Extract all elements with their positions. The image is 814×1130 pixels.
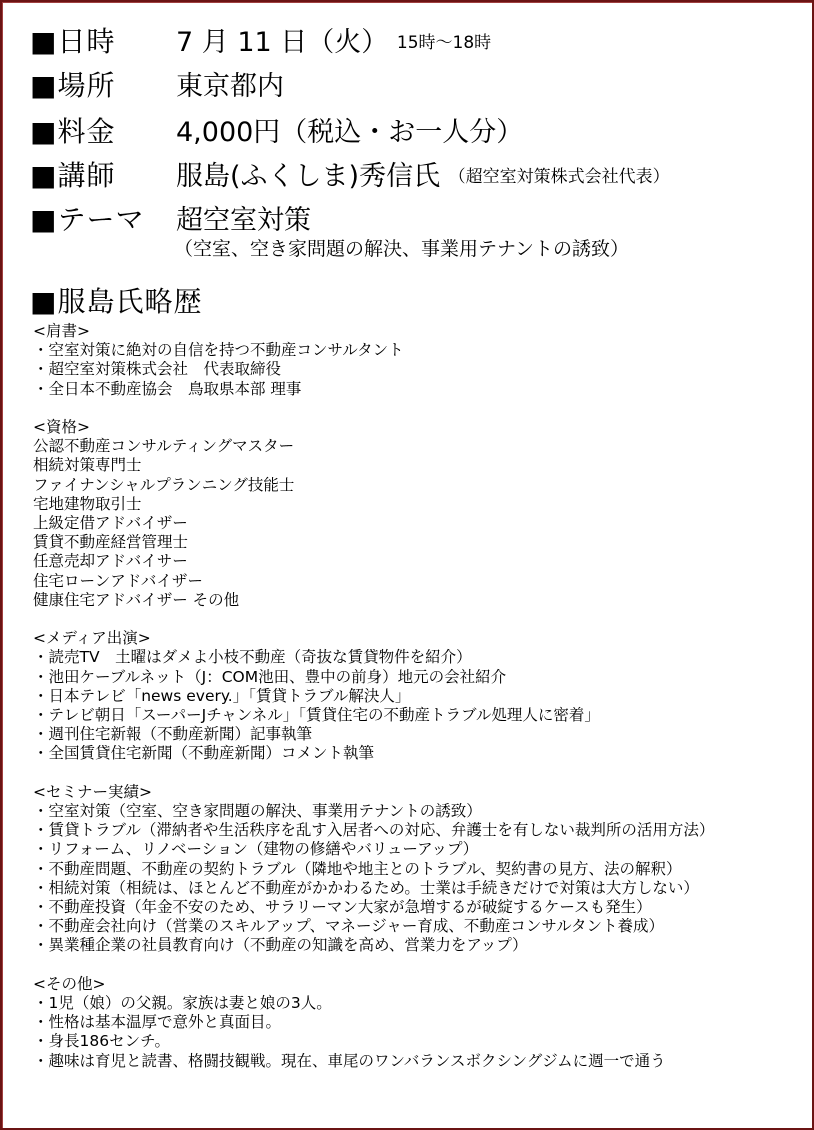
theme-subtitle: （空室、空き家問題の解決、事業用テナントの誘致） [174, 238, 630, 260]
fee-row [30, 110, 524, 150]
list-item: ・賃貸トラブル（滞納者や生活秩序を乱す入居者への対応、弁護士を有しない裁判所の活用方法） [33, 821, 715, 840]
list-item: ・日本テレビ「news every.」「賃貸トラブル解決人」 [33, 686, 411, 705]
list-item: 健康住宅アドバイザー その他 [33, 590, 240, 609]
list-item: 住宅ローンアドバイザー [33, 571, 203, 590]
profile-body [33, 322, 813, 1090]
lecturer-row [30, 154, 670, 194]
list-item: ・読売TV 土曜はダメよ小枝不動産（奇抜な賃貸物件を紹介） [33, 648, 472, 667]
lecturer-value: 服島(ふくしま)秀信氏 [176, 161, 441, 192]
place-value: 東京都内 [176, 71, 284, 102]
list-item: ・性格は基本温厚で意外と真面目。 [33, 1013, 282, 1032]
place-label: ■場所 [30, 69, 116, 102]
date-value: 7 月 11 日（火） [176, 27, 389, 58]
theme-row [30, 198, 311, 238]
lecturer-label: ■講師 [30, 159, 116, 192]
list-item: 公認不動産コンサルティングマスター [33, 437, 295, 456]
list-item: ・趣味は育児と読書、格闘技観戦。現在、車尾のワンバランスボクシングジムに週一で通う [33, 1051, 666, 1070]
list-item: ・全日本不動産協会 鳥取県本部 理事 [33, 379, 302, 398]
history-label: ■服島氏略歴 [30, 285, 203, 318]
list-item: ・全国賃貸住宅新聞（不動産新聞）コメント執筆 [33, 744, 375, 763]
list-item: ・テレビ朝日「スーパーJチャンネル」「賃貸住宅の不動産トラブル処理人に密着」 [33, 706, 600, 725]
list-item: ・空室対策（空室、空き家問題の解決、事業用テナントの誘致） [33, 802, 482, 821]
lecturer-note: （超空室対策株式会社代表） [448, 167, 670, 187]
list-item: ファイナンシャルプランニング技能士 [33, 475, 295, 494]
date-value-wrap [176, 20, 491, 59]
section-seminars [33, 783, 813, 956]
fee-value: 4,000円（税込・お一人分） [176, 117, 524, 148]
list-item: ・不動産投資（年金不安のため、サラリーマン大家が急増するが破綻するケースも発生） [33, 898, 652, 917]
history-row [30, 280, 202, 320]
list-item: ・不動産会社向け（営業のスキルアップ、マネージャー育成、不動産コンサルタント養成） [33, 917, 665, 936]
section-title: <肩書> [33, 322, 90, 340]
fee-label: ■料金 [30, 115, 116, 148]
list-item: 相続対策専門士 [33, 456, 142, 475]
list-item: ・不動産問題、不動産の契約トラブル（隣地や地主とのトラブル、契約書の見方、法の解釈） [33, 859, 682, 878]
list-item: 宅地建物取引士 [33, 494, 142, 513]
list-item: 賃貸不動産経営管理士 [33, 533, 189, 552]
section-titles [33, 322, 813, 399]
list-item: 上級定借アドバイザー [33, 514, 188, 533]
list-item: ・身長186センチ。 [33, 1032, 171, 1051]
section-title: <その他> [33, 974, 106, 993]
list-item: ・空室対策に絶対の自信を持つ不動産コンサルタント [33, 341, 404, 360]
list-item: ・超空室対策株式会社 代表取締役 [33, 360, 282, 379]
section-title: <セミナー実績> [33, 782, 152, 801]
list-item: ・異業種企業の社員教育向け（不動産の知識を高め、営業力をアップ） [33, 936, 528, 955]
list-item: ・リフォーム、リノベーション（建物の修繕やバリューアップ） [33, 840, 479, 859]
list-item: 任意売却アドバイサー [33, 552, 188, 571]
date-row [30, 20, 492, 60]
list-item: ・1児（娘）の父親。家族は妻と娘の3人。 [33, 994, 332, 1013]
section-title: <メディア出演> [33, 629, 151, 648]
theme-label: ■テーマ [30, 203, 145, 236]
list-item: ・週刊住宅新報（不動産新聞）記事執筆 [33, 725, 313, 744]
list-item: ・池田ケーブルネット（J：COM池田、豊中の前身）地元の会社紹介 [33, 667, 507, 686]
lecturer-value-wrap [176, 154, 670, 193]
date-time: 15時～18時 [396, 33, 492, 53]
date-label: ■日時 [30, 25, 116, 58]
theme-value: 超空室対策 [176, 205, 311, 236]
section-qualifications [33, 418, 813, 610]
section-title: <資格> [33, 418, 90, 436]
section-other [33, 975, 813, 1071]
place-row [30, 64, 284, 104]
list-item: ・相続対策（相続は、ほとんど不動産がかかわるため。士業は手続きだけで対策は大方しない） [33, 878, 699, 897]
section-media [33, 629, 813, 763]
